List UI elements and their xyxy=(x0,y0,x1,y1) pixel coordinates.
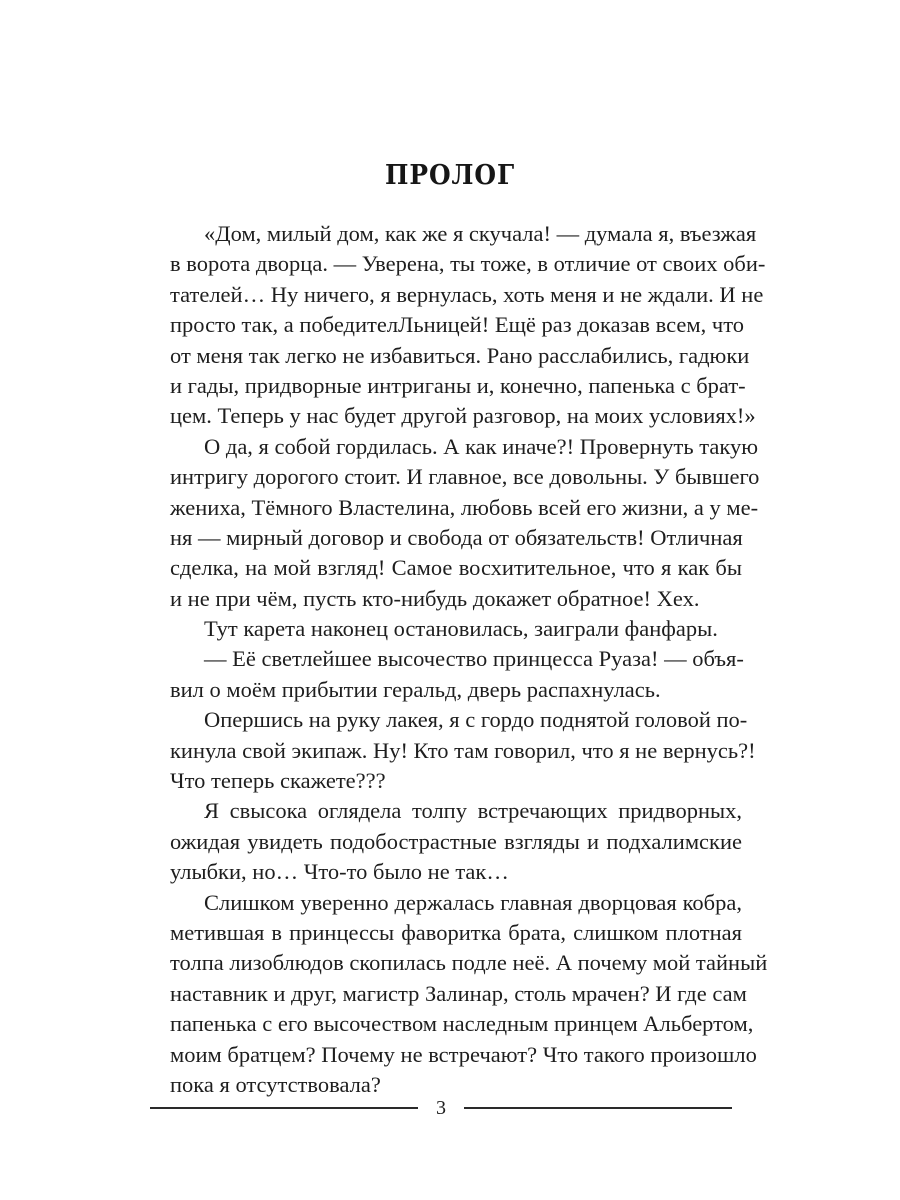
text-line: интригу дорогого стоит. И главное, все довольны. У бывшего xyxy=(170,464,760,490)
text-line: цем. Теперь у нас будет другой разговор, на моих условиях!» xyxy=(170,403,756,429)
text-line: улыбки, но… Что-то было не так… xyxy=(170,859,509,885)
text-line: ожидая увидеть подобострастные взгляды и подхалимские xyxy=(170,828,742,854)
chapter-title: ПРОЛОГ xyxy=(384,160,516,191)
body-text xyxy=(170,219,768,1100)
footer-rule-right xyxy=(464,1107,732,1109)
text-line: Тут карета наконец остановилась, заиграли фанфары. xyxy=(204,616,718,642)
text-line: «Дом, милый дом, как же я скучала! — думала я, въезжая xyxy=(204,221,757,246)
page-number: 3 xyxy=(436,1096,446,1119)
text-line: пока я отсутствовала? xyxy=(170,1071,381,1097)
text-line: наставник и друг, магистр Залинар, столь мрачен? И где сам xyxy=(170,980,747,1006)
text-line: Опершись на руку лакея, я с гордо поднятой головой по- xyxy=(204,707,748,733)
text-line: и не при чём, пусть кто-нибудь докажет обратное! Хех. xyxy=(170,585,700,611)
page-footer xyxy=(150,1093,732,1123)
text-line: жениха, Тёмного Властелина, любовь всей его жизни, а у ме- xyxy=(170,494,759,520)
text-line: Что теперь скажете??? xyxy=(170,768,386,794)
text-line: кинула свой экипаж. Ну! Кто там говорил, что я не вернусь?! xyxy=(170,737,756,763)
text-line: ня — мирный договор и свобода от обязательств! Отличная xyxy=(170,524,743,550)
text-line: папенька с его высочеством наследным принцем Альбертом, xyxy=(170,1011,754,1037)
text-line: метившая в принцессы фаворитка брата, слишком плотная xyxy=(170,919,742,945)
text-line: Я свысока оглядела толпу встречающих придворных, xyxy=(204,798,742,824)
text-line: вил о моём прибытии геральд, дверь распахнулась. xyxy=(170,676,661,702)
text-line: толпа лизоблюдов скопилась подле неё. А почему мой тайный xyxy=(170,950,768,976)
text-line: просто так, а победителЛьницей! Ещё раз доказав всем, что xyxy=(170,312,745,338)
text-line: от меня так легко не избавиться. Рано расслабились, гадюки xyxy=(170,342,750,368)
text-line: моим братцем? Почему не встречают? Что такого произошло xyxy=(170,1041,757,1067)
text-line: в ворота дворца. — Уверена, ты тоже, в отличие от своих оби- xyxy=(170,251,766,277)
text-line: О да, я собой гордилась. А как иначе?! Провернуть такую xyxy=(204,433,759,459)
text-line: сделка, на мой взгляд! Самое восхитительное, что я как бы xyxy=(170,555,742,581)
text-line: Слишком уверенно держалась главная дворцовая кобра, xyxy=(204,889,742,915)
text-line: и гады, придворные интриганы и, конечно, папенька с брат- xyxy=(170,372,746,398)
text-line: — Её светлейшее высочество принцесса Руаза! — объя- xyxy=(204,646,744,672)
footer-rule-left xyxy=(150,1107,418,1109)
text-line: тателей… Ну ничего, я вернулась, хоть меня и не ждали. И не xyxy=(170,281,764,307)
